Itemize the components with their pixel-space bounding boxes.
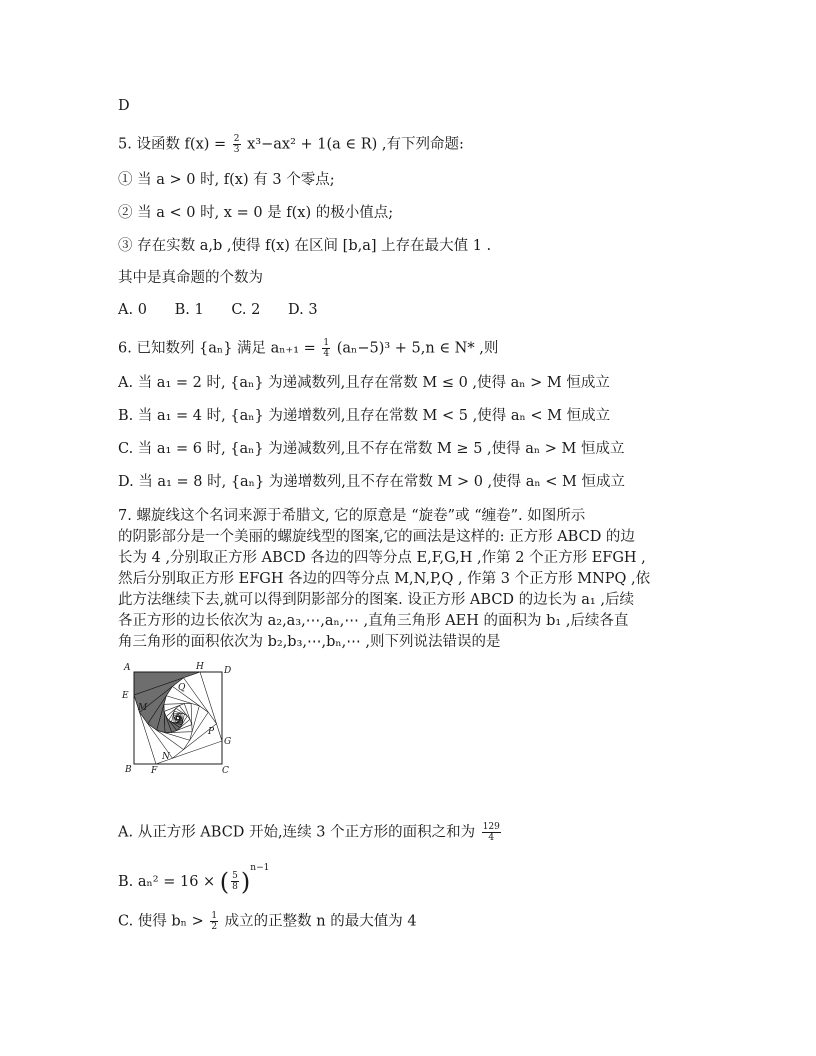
q5-frac-den: 3	[233, 145, 240, 155]
q7-option-c-num: 1	[211, 911, 218, 921]
q7-option-b-fraction	[231, 871, 239, 892]
q7-option-c-text-1: C. 使得 bₙ >	[118, 913, 204, 930]
q7-line-4: 然后分别取正方形 EFGH 各边的四等分点 M,N,P,Q , 作第 3 个正方形 MNPQ ,依	[118, 571, 651, 587]
q7-option-a	[118, 822, 503, 843]
label-B: B	[125, 765, 132, 775]
q5-item-2: ② 当 a < 0 时, x = 0 是 f(x) 的极小值点;	[118, 205, 394, 221]
q7-option-b-num: 5	[232, 871, 238, 882]
q7-option-c	[118, 911, 417, 932]
q5-intro: 5. 设函数 f(x) =	[118, 136, 227, 153]
q6-option-c: C. 当 a₁ = 6 时, {aₙ} 为递减数列,且不存在常数 M ≥ 5 ,使得 aₙ > M 恒成立	[118, 441, 625, 457]
q5-rest: x³−ax² + 1(a ∈ R) ,有下列命题:	[247, 136, 464, 153]
label-A: A	[124, 663, 131, 673]
q6-frac-den: 4	[323, 349, 330, 359]
label-F: F	[151, 766, 158, 776]
q7-line-1: 7. 螺旋线这个名词来源于希腊文, 它的原意是 “旋卷”或 “缠卷”. 如图所示	[118, 508, 586, 524]
q6-option-a: A. 当 a₁ = 2 时, {aₙ} 为递减数列,且存在常数 M ≤ 0 ,使得 aₙ > M 恒成立	[118, 375, 610, 391]
previous-answer: D	[118, 98, 130, 114]
q5-fraction	[233, 134, 241, 155]
q6-stem	[118, 338, 498, 359]
q7-option-b: B. aₙ² = 16 × ( $\frac{5}{8}$ )$^{n-1}$	[118, 863, 270, 896]
label-G: G	[224, 737, 232, 747]
q7-line-6: 各正方形的边长依次为 a₂,a₃,⋯,aₙ,⋯ ,直角三角形 AEH 的面积为 b₁ ,后续各直	[118, 613, 629, 629]
label-H: H	[196, 662, 204, 672]
square-outline	[177, 717, 180, 720]
q5-frac-num: 2	[233, 134, 240, 144]
q6-rest: (aₙ−5)³ + 5,n ∈ N* ,则	[336, 340, 499, 357]
q7-option-c-den: 2	[211, 922, 218, 932]
label-Q: Q	[178, 683, 186, 693]
q5-stem	[118, 134, 464, 155]
label-C: C	[222, 766, 229, 776]
q7-option-b-den: 8	[232, 882, 238, 893]
q6-option-d: D. 当 a₁ = 8 时, {aₙ} 为递增数列,且不存在常数 M > 0 ,使得 aₙ < M 恒成立	[118, 474, 626, 490]
q7-option-a-fraction	[482, 822, 501, 843]
q7-option-a-num: 129	[482, 822, 500, 832]
q6-option-b: B. 当 a₁ = 4 时, {aₙ} 为递增数列,且存在常数 M < 5 ,使得 aₙ < M 恒成立	[118, 408, 611, 424]
q6-intro: 6. 已知数列 {aₙ} 满足 aₙ₊₁ =	[118, 340, 316, 357]
q5-options: A. 0 B. 1 C. 2 D. 3	[118, 302, 318, 318]
q5-item-3: ③ 存在实数 a,b ,使得 f(x) 在区间 [b,a] 上存在最大值 1 .	[118, 238, 492, 254]
q7-option-b-exponent: n−1	[250, 863, 270, 873]
q7-option-c-fraction	[210, 911, 218, 932]
q7-option-c-text-2: 成立的正整数 n 的最大值为 4	[224, 913, 417, 930]
q7-line-3: 长为 4 ,分别取正方形 ABCD 各边的四等分点 E,F,G,H ,作第 2 个正方形 EFGH ,	[118, 550, 646, 566]
q7-line-2: 的阴影部分是一个美丽的螺旋线型的图案,它的画法是这样的: 正方形 ABCD 的边	[118, 529, 635, 545]
q5-item-1: ① 当 a > 0 时, f(x) 有 3 个零点;	[118, 172, 335, 188]
spiral-squares-figure	[118, 660, 238, 778]
q7-option-a-den: 4	[488, 833, 495, 843]
q7-option-b-text: B. aₙ² = 16 ×	[118, 873, 216, 890]
q7-line-5: 此方法继续下去,就可以得到阴影部分的图案. 设正方形 ABCD 的边长为 a₁ ,后续	[118, 592, 634, 608]
label-N: N	[162, 752, 170, 762]
label-M: M	[138, 703, 148, 713]
label-P: P	[208, 727, 215, 737]
label-D: D	[224, 666, 232, 676]
q6-fraction	[322, 338, 330, 359]
q6-frac-num: 1	[323, 338, 330, 348]
q7-line-7: 角三角形的面积依次为 b₂,b₃,⋯,bₙ,⋯ ,则下列说法错误的是	[118, 634, 501, 650]
label-E: E	[122, 691, 129, 701]
q5-question: 其中是真命题的个数为	[118, 270, 263, 286]
q7-option-a-text: A. 从正方形 ABCD 开始,连续 3 个正方形的面积之和为	[118, 824, 476, 841]
